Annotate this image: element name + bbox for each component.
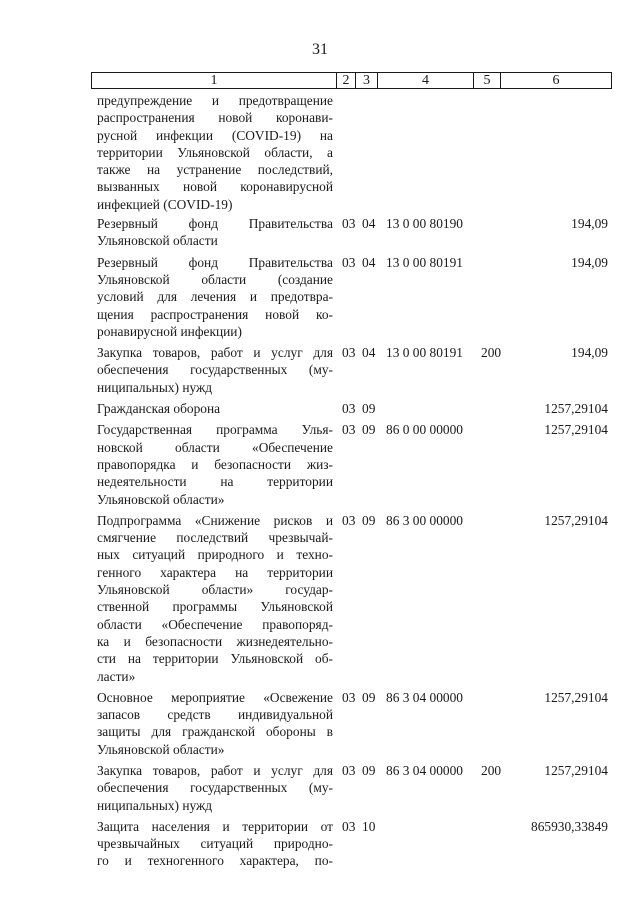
row-name-line: Подпрограмма «Снижение рисков и	[97, 512, 333, 528]
row-name-line: ласти»	[97, 668, 136, 684]
row-name	[97, 762, 333, 814]
row-name-line: ка и безопасности жизнедеятельно-	[97, 633, 333, 649]
row-name-line: территории Ульяновской области, а	[97, 144, 333, 160]
row-amount: 1257,29104	[544, 689, 608, 705]
table-row	[0, 254, 640, 340]
row-name	[97, 254, 333, 340]
row-name-line: Ульяновской области» государ-	[97, 582, 333, 598]
row-subsection-code: 04	[362, 345, 376, 361]
row-name	[97, 421, 333, 507]
table-row	[0, 512, 640, 685]
table-row	[0, 421, 640, 507]
row-subsection-code: 09	[362, 512, 376, 528]
table-row	[0, 215, 640, 250]
row-name-line: го и техногенного характера, по-	[97, 853, 333, 869]
row-name-line: щения распространения новой ко-	[97, 306, 333, 322]
row-section-code: 03	[342, 762, 356, 778]
row-name-line: обеспечения государственных (му-	[97, 780, 333, 796]
row-section-code: 03	[342, 345, 356, 361]
row-name-line: чрезвычайных ситуаций природно-	[97, 836, 333, 852]
row-subsection-code: 04	[362, 216, 376, 232]
table-row	[0, 689, 640, 758]
row-name-line: генного характера на территории	[97, 564, 333, 580]
row-name-line: правопорядка и безопасности жиз-	[97, 456, 333, 472]
row-section-code: 03	[342, 818, 356, 834]
row-section-code: 03	[342, 689, 356, 705]
row-amount: 194,09	[571, 216, 608, 232]
row-amount: 194,09	[571, 345, 608, 361]
row-section-code: 03	[342, 422, 356, 438]
row-name-line: Ульяновской области»	[97, 741, 225, 757]
row-name-line: Ульяновской области	[97, 233, 218, 249]
row-name-line: Государственная программа Улья-	[97, 422, 333, 438]
row-subsection-code: 09	[362, 422, 376, 438]
row-name-line: распространения новой коронави-	[97, 110, 333, 126]
row-name	[97, 818, 333, 870]
row-name-line: ственной программы Ульяновской	[97, 599, 333, 615]
row-name-line: Защита населения и территории от	[97, 818, 333, 834]
table-row	[0, 400, 640, 417]
row-name-line: ронавирусной инфекции)	[97, 323, 242, 339]
row-subsection-code: 04	[362, 254, 376, 270]
column-header-5: 5	[474, 73, 501, 88]
row-name-line: Резервный фонд Правительства	[97, 216, 333, 232]
column-header-6: 6	[552, 73, 560, 88]
row-section-code: 03	[342, 254, 356, 270]
row-name-line: Основное мероприятие «Освежение	[97, 689, 333, 705]
row-name-line: инфекцией (COVID-19)	[97, 196, 233, 212]
row-name-line: смягчение последствий чрезвычай-	[97, 530, 333, 546]
row-expense-type: 200	[481, 762, 502, 778]
row-name-line: вызванных новой коронавирусной	[97, 179, 333, 195]
row-section-code: 03	[342, 512, 356, 528]
row-subsection-code: 09	[362, 689, 376, 705]
row-name	[97, 344, 333, 396]
row-name-line: ниципальных) нужд	[97, 797, 213, 813]
row-name-line: ниципальных) нужд	[97, 379, 213, 395]
row-name-line: условий для лечения и предотвра-	[97, 289, 333, 305]
row-name	[97, 689, 333, 758]
row-subsection-code: 10	[362, 818, 376, 834]
row-name-line: Ульяновской области (создание	[97, 271, 333, 287]
row-name-line: недеятельности на территории	[97, 474, 333, 490]
row-target-code: 86 0 00 00000	[386, 422, 463, 438]
row-amount: 194,09	[571, 254, 608, 270]
column-header-2: 2	[337, 73, 356, 88]
row-amount: 865930,33849	[531, 818, 608, 834]
table-column-header	[91, 72, 612, 89]
row-name-line: области «Обеспечение правопоряд-	[97, 616, 333, 632]
row-target-code: 86 3 04 00000	[386, 689, 463, 705]
row-section-code: 03	[342, 401, 356, 417]
row-name-line: обеспечения государственных (му-	[97, 362, 333, 378]
column-header-3: 3	[356, 73, 378, 88]
row-name-line: Резервный фонд Правительства	[97, 254, 333, 270]
row-name-line: ных ситуаций природного и техно-	[97, 547, 333, 563]
row-name-line: предупреждение и предотвращение	[97, 93, 333, 108]
table-row	[0, 818, 640, 870]
table-row	[0, 344, 640, 396]
page-number: 31	[312, 41, 328, 58]
row-expense-type: 200	[481, 345, 502, 361]
row-name-line: Закупка товаров, работ и услуг для	[97, 762, 333, 778]
row-target-code: 13 0 00 80191	[386, 345, 463, 361]
row-name-line: русной инфекции (COVID-19) на	[97, 127, 333, 143]
row-name-line: сти на территории Ульяновской об-	[97, 651, 333, 667]
column-header-4: 4	[378, 73, 474, 88]
table-row	[0, 762, 640, 814]
row-target-code: 13 0 00 80190	[386, 216, 463, 232]
table-row	[0, 92, 640, 213]
row-target-code: 13 0 00 80191	[386, 254, 463, 270]
row-name-line: Ульяновской области»	[97, 491, 225, 507]
row-amount: 1257,29104	[544, 401, 608, 417]
row-name-line: защиты для гражданской обороны в	[97, 724, 333, 740]
row-amount: 1257,29104	[544, 762, 608, 778]
column-header-1: 1	[92, 73, 337, 88]
row-name-line: новской области «Обеспечение	[97, 439, 333, 455]
row-target-code: 86 3 04 00000	[386, 762, 463, 778]
budget-table-body	[0, 92, 640, 874]
row-amount: 1257,29104	[544, 422, 608, 438]
row-section-code: 03	[342, 216, 356, 232]
row-name	[97, 215, 333, 250]
row-subsection-code: 09	[362, 401, 376, 417]
row-name	[97, 92, 333, 213]
row-name-line: Закупка товаров, работ и услуг для	[97, 345, 333, 361]
row-name	[97, 512, 333, 685]
row-name	[97, 400, 333, 417]
row-amount: 1257,29104	[544, 512, 608, 528]
row-target-code: 86 3 00 00000	[386, 512, 463, 528]
row-subsection-code: 09	[362, 762, 376, 778]
row-name-line: запасов средств индивидуальной	[97, 707, 333, 723]
row-name-line: Гражданская оборона	[97, 401, 221, 417]
row-name-line: также на устранение последствий,	[97, 162, 333, 178]
